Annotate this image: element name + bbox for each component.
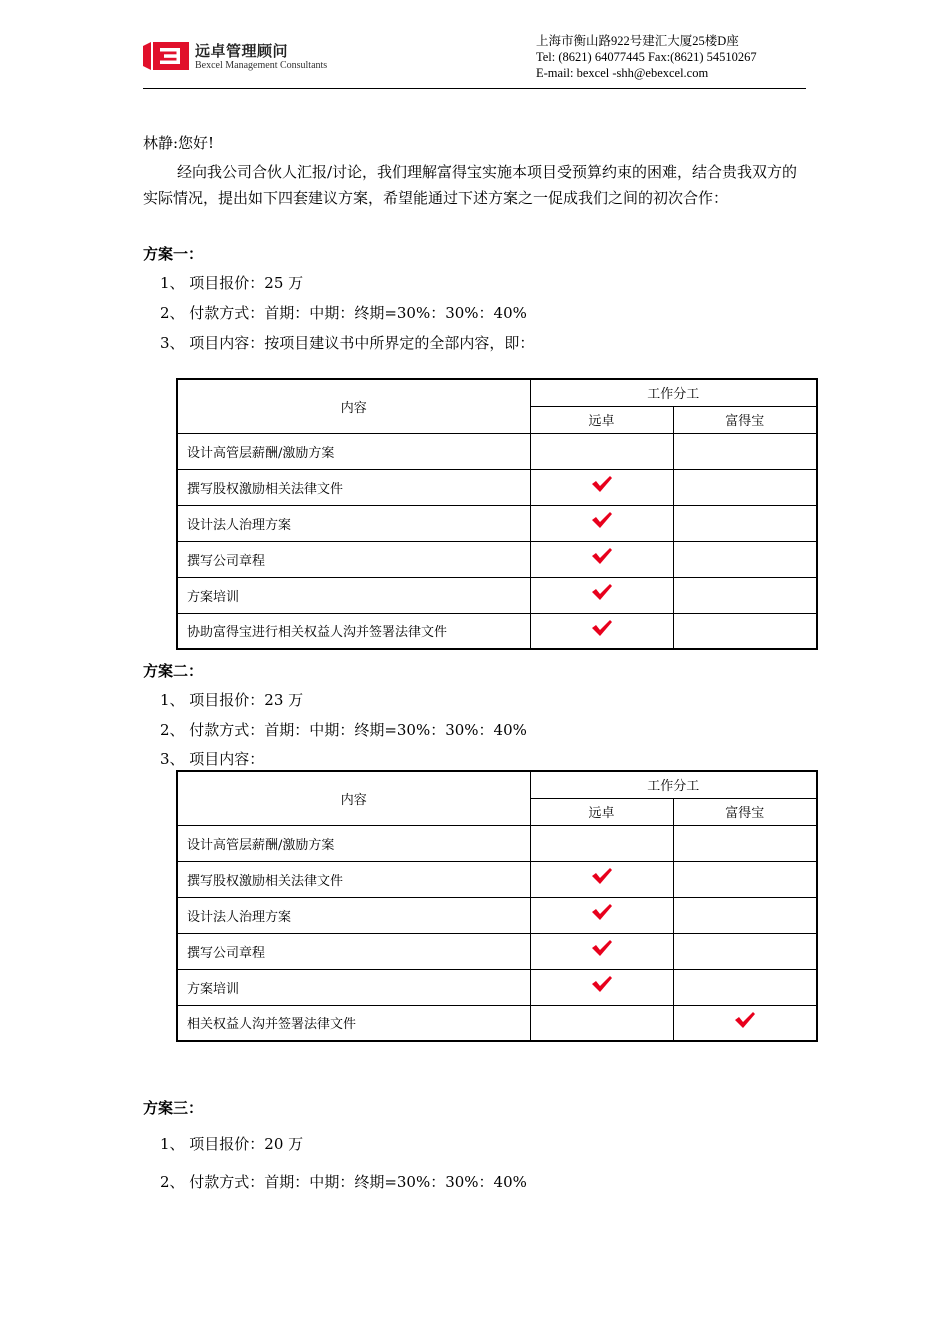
plan1-item: 3、 项目内容：按项目建议书中所界定的全部内容，即： (160, 334, 535, 352)
plan1-item: 2、 付款方式：首期：中期：终期=30%：30%：40% (160, 304, 527, 322)
row-label: 设计高管层薪酬/激励方案 (177, 825, 530, 861)
table-row (177, 469, 817, 505)
email: E-mail: bexcel -shh@ebexcel.com (536, 66, 709, 80)
table-row (177, 505, 817, 541)
plan3-item: 2、 付款方式：首期：中期：终期=30%：30%：40% (160, 1173, 527, 1191)
cell-yuanzhuo (530, 1005, 673, 1041)
row-label: 相关权益人沟并签署法律文件 (177, 1005, 530, 1041)
check-icon (591, 903, 613, 921)
plan1-title: 方案一： (143, 245, 204, 263)
check-icon (591, 475, 613, 493)
cell-fudebao (673, 577, 817, 613)
table-row (177, 613, 817, 649)
row-label: 协助富得宝进行相关权益人沟并签署法律文件 (177, 613, 530, 649)
cell-fudebao (673, 1005, 817, 1041)
table-row (177, 861, 817, 897)
bexcel-logo-icon (143, 40, 189, 72)
plan3-item: 1、 项目报价：20 万 (160, 1135, 304, 1153)
letterhead (143, 28, 806, 89)
table-row (177, 541, 817, 577)
cell-yuanzhuo (530, 505, 673, 541)
row-label: 设计法人治理方案 (177, 505, 530, 541)
cell-fudebao (673, 825, 817, 861)
cell-yuanzhuo (530, 433, 673, 469)
check-icon (591, 511, 613, 529)
table-row (177, 897, 817, 933)
plan2-item: 3、 项目内容： (160, 750, 265, 768)
check-icon (591, 547, 613, 565)
cell-yuanzhuo (530, 469, 673, 505)
cell-yuanzhuo (530, 933, 673, 969)
check-icon (591, 975, 613, 993)
cell-fudebao (673, 469, 817, 505)
plan1-item: 1、 项目报价：25 万 (160, 274, 304, 292)
cell-yuanzhuo (530, 861, 673, 897)
table-row (177, 969, 817, 1005)
cell-fudebao (673, 505, 817, 541)
check-icon (591, 939, 613, 957)
cell-fudebao (673, 861, 817, 897)
plan2-item: 2、 付款方式：首期：中期：终期=30%：30%：40% (160, 721, 527, 739)
header-division: 工作分工 (530, 379, 817, 406)
greeting: 林静:您好! (143, 134, 215, 152)
check-icon (591, 619, 613, 637)
row-label: 方案培训 (177, 577, 530, 613)
cell-yuanzhuo (530, 577, 673, 613)
cell-yuanzhuo (530, 825, 673, 861)
table-row (177, 933, 817, 969)
row-label: 设计法人治理方案 (177, 897, 530, 933)
company-logo (143, 40, 363, 76)
cell-yuanzhuo (530, 613, 673, 649)
plan2-title: 方案二： (143, 662, 204, 680)
row-label: 撰写公司章程 (177, 933, 530, 969)
plan3-title: 方案三： (143, 1099, 204, 1117)
header-content: 内容 (177, 379, 530, 433)
logo-chinese-name: 远卓管理顾问 (195, 42, 289, 60)
cell-yuanzhuo (530, 897, 673, 933)
check-icon (591, 867, 613, 885)
header-fudebao: 富得宝 (673, 406, 817, 433)
header-division: 工作分工 (530, 771, 817, 798)
row-label: 方案培训 (177, 969, 530, 1005)
header-yuanzhuo: 远卓 (530, 406, 673, 433)
row-label: 撰写股权激励相关法律文件 (177, 469, 530, 505)
table-row (177, 433, 817, 469)
intro-paragraph: 经向我公司合伙人汇报/讨论，我们理解富得宝实施本项目受预算约束的困难，结合贵我双方的实际情况，提出如下四套建议方案，希望能通过下述方案之一促成我们之间的初次合作： (143, 163, 798, 207)
plan2-item: 1、 项目报价：23 万 (160, 691, 304, 709)
row-label: 撰写股权激励相关法律文件 (177, 861, 530, 897)
contact-info (536, 33, 757, 81)
header-yuanzhuo: 远卓 (530, 798, 673, 825)
cell-fudebao (673, 969, 817, 1005)
check-icon (591, 583, 613, 601)
cell-fudebao (673, 541, 817, 577)
header-fudebao: 富得宝 (673, 798, 817, 825)
plan2-table (176, 770, 818, 1042)
plan1-table (176, 378, 818, 650)
check-icon (734, 1011, 756, 1029)
row-label: 撰写公司章程 (177, 541, 530, 577)
cell-yuanzhuo (530, 969, 673, 1005)
cell-fudebao (673, 897, 817, 933)
logo-english-name: Bexcel Management Consultants (195, 60, 328, 71)
cell-fudebao (673, 613, 817, 649)
cell-yuanzhuo (530, 541, 673, 577)
cell-fudebao (673, 433, 817, 469)
table-row (177, 1005, 817, 1041)
cell-fudebao (673, 933, 817, 969)
table-row (177, 825, 817, 861)
row-label: 设计高管层薪酬/激励方案 (177, 433, 530, 469)
tel-fax: Tel: (8621) 64077445 Fax:(8621) 54510267 (536, 50, 757, 64)
address: 上海市衡山路922号建汇大厦25楼D座 (536, 34, 739, 48)
table-row (177, 577, 817, 613)
header-content: 内容 (177, 771, 530, 825)
